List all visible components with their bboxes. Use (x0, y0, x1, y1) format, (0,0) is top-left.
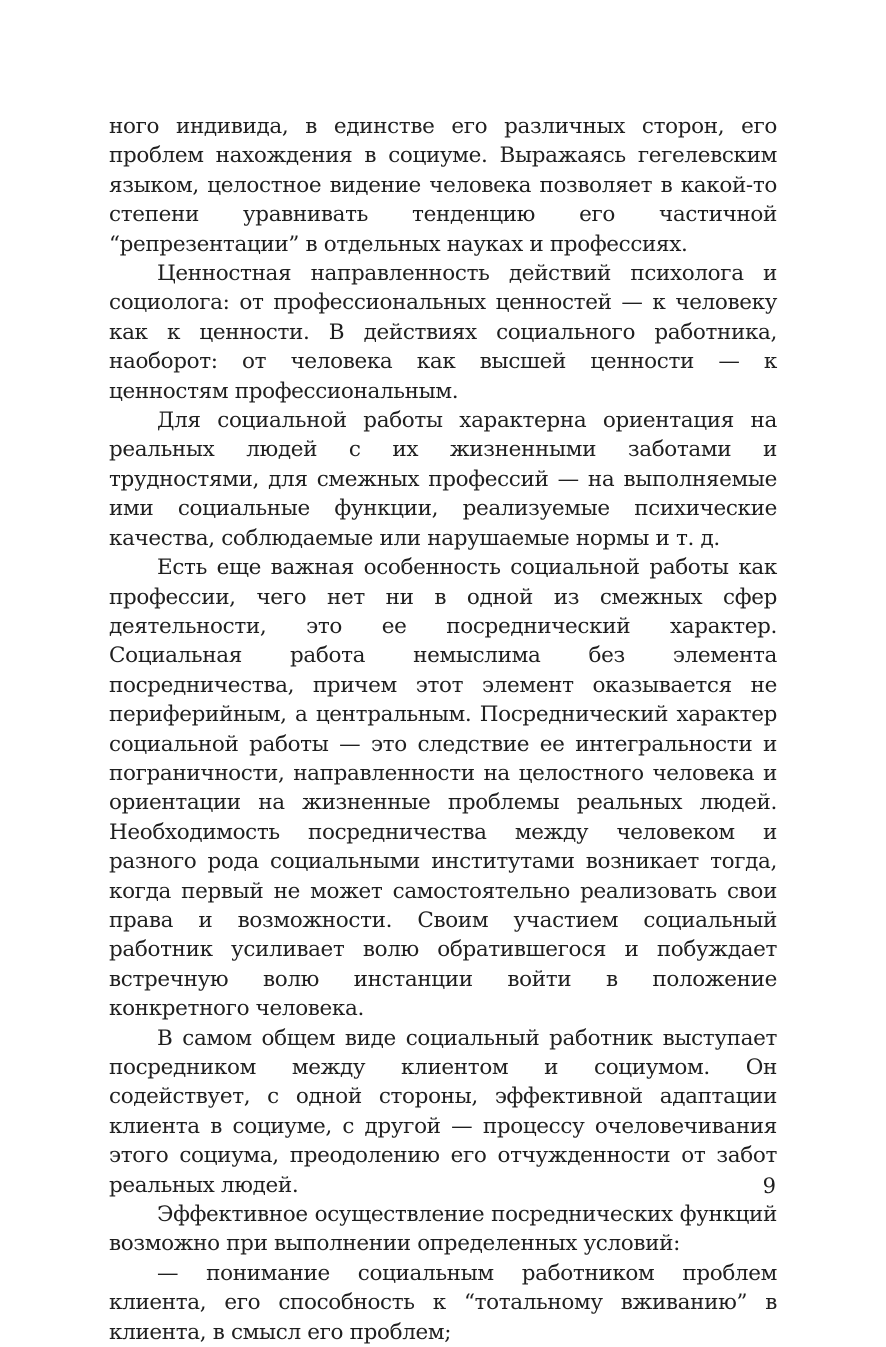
page-number: 9 (762, 1174, 776, 1198)
paragraph-value-orientation: Ценностная направленность действий психолога и социолога: от профессиональных ценностей — к человеку как к ценности. В действиях социального работника, наоборот: от человека как высшей ценности — к ценностям профессиональным. (109, 261, 777, 404)
page-body (109, 112, 777, 1347)
paragraph-social-worker-mediator: В самом общем виде социальный работник выступает посредником между клиентом и социумом. Он содействует, с одной стороны, эффективной адаптации клиента в социуме, с другой — процессу очеловечивания этого социума, преодолению его отчужденности от забот реальных людей. (109, 1025, 777, 1198)
paragraph-real-people-orientation: Для социальной работы характерна ориентация на реальных людей с их жизненными заботами и трудностями, для смежных профессий — на выполняемые ими социальные функции, реализуемые психические качества, соблюдаемые или нарушаемые нормы и т. д. (109, 408, 777, 551)
paragraph-mediating-character: Есть еще важная особенность социальной работы как профессии, чего нет ни в одной из смежных сфер деятельности, это ее посреднический характер. Социальная работа немыслима без элемента посредничества, причем этот элемент оказывается не периферийным, а центральным. Посреднический характер социальной работы — это следствие ее интегральности и пограничности, направленности на целостного человека и ориентации на жизненные проблемы реальных людей. Необходимость посредничества между человеком и разного рода социальными институтами возникает тогда, когда первый не может самостоятельно реализовать свои права и возможности. Своим участием социальный работник усиливает волю обратившегося и побуждает встречную волю инстанции войти в положение конкретного человека. (109, 555, 777, 1022)
list-item-condition: — понимание социальным работником проблем клиента, его способность к “тотальному вживанию” в клиента, в смысл его проблем; (109, 1260, 777, 1345)
paragraph-conditions-intro: Эффективное осуществление посреднических функций возможно при выполнении определенных условий: (109, 1202, 777, 1257)
paragraph-continuation: ного индивида, в единстве его различных сторон, его проблем нахождения в социуме. Выражаясь гегелевским языком, целостное видение человека позволяет в какой-то степени уравнивать тенденцию его частичной “репрезентации” в отдельных науках и профессиях. (109, 114, 777, 257)
